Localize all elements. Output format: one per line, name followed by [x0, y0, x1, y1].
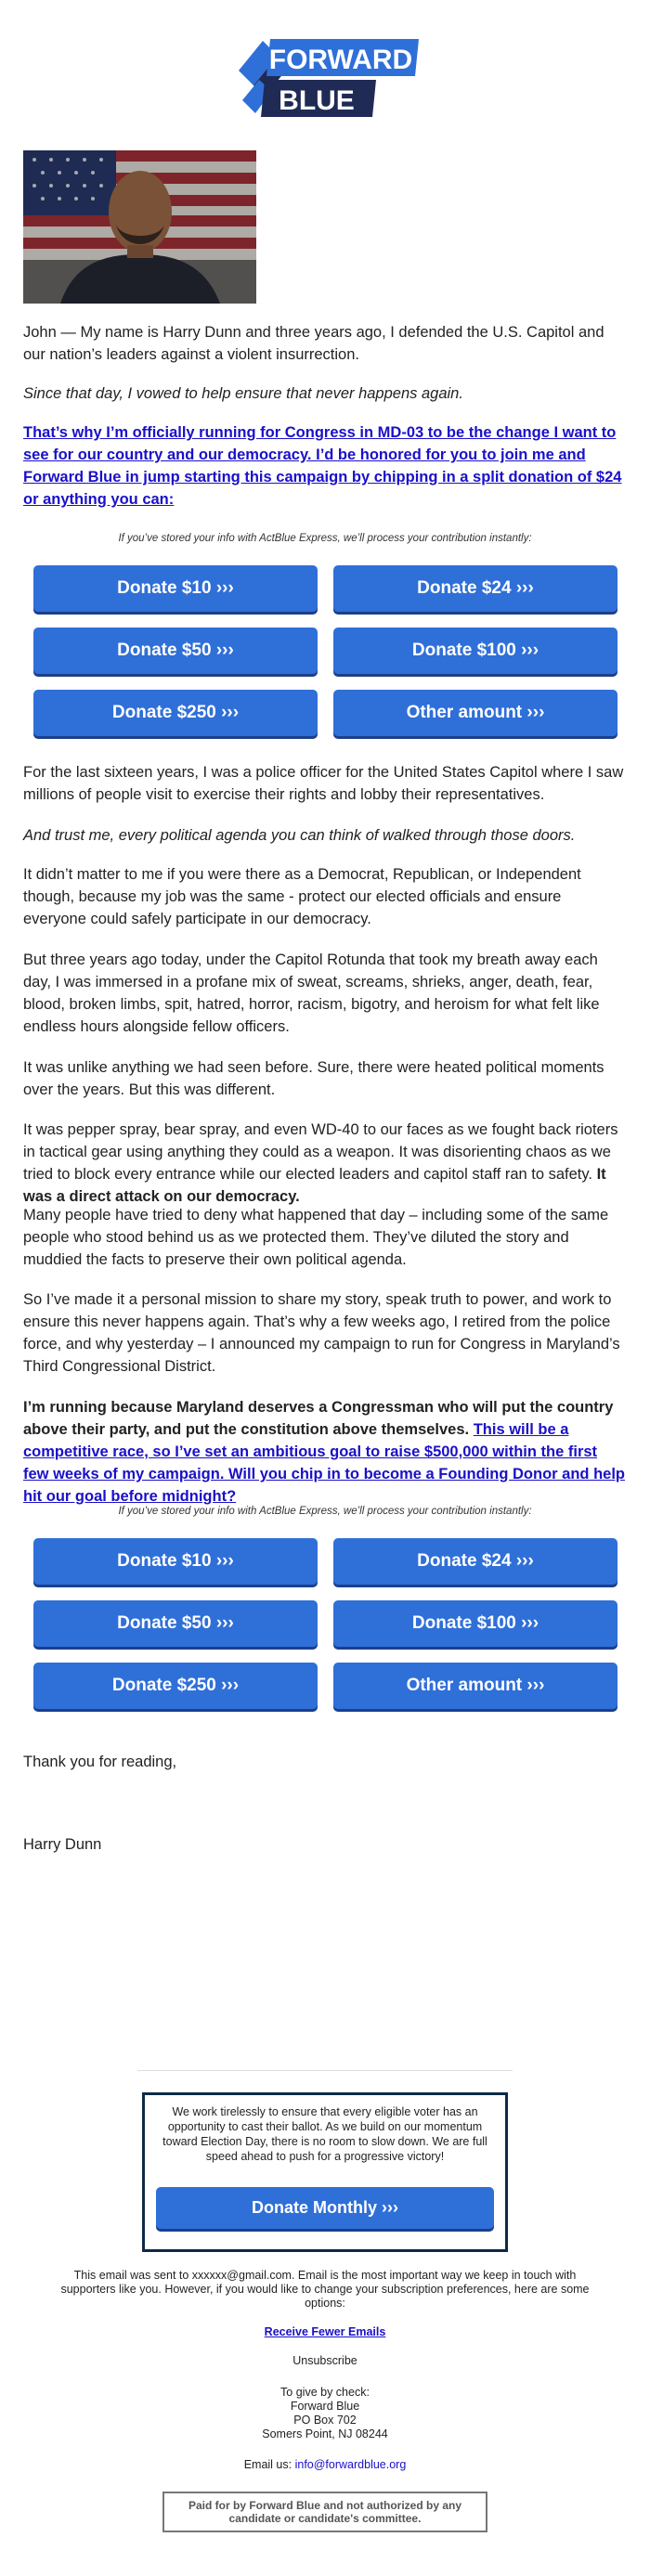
donate-monthly-button[interactable]: Donate Monthly ›››	[156, 2187, 494, 2229]
closing-thanks: Thank you for reading,	[23, 1754, 177, 1770]
intro-donate-link[interactable]: That’s why I’m officially running for Congress in MD-03 to be the change I want to see for our country and our democracy. I’d be honored for you to join me and Forward Blue in jump starting this campaign by chipping in a split donation of $24 or anything you can:	[23, 424, 622, 508]
body-paragraph-7: Many people have tried to deny what happened that day – including some of the same people who stood behind us as we protected them. They’ve diluted the story and muddied the facts to preserve their own political agenda.	[23, 1207, 609, 1268]
email-us-label: Email us:	[243, 2458, 292, 2471]
paid-for-disclaimer: Paid for by Forward Blue and not authorized by any candidate or candidate's committee.	[162, 2492, 488, 2532]
donate-24-button[interactable]: Donate $24 ›››	[333, 565, 618, 612]
receive-fewer-emails-link[interactable]: Receive Fewer Emails	[264, 2325, 386, 2338]
donate-100-button[interactable]: Donate $100 ›››	[333, 628, 618, 674]
actblue-note-2: If you’ve stored your info with ActBlue Express, we’ll process your contribution instantly:	[118, 1506, 532, 1517]
donate-50-button[interactable]: Donate $50 ›››	[33, 628, 318, 674]
body-italic-text: And trust me, every political agenda you can think of walked through those doors.	[23, 827, 576, 844]
body-paragraph-1: For the last sixteen years, I was a police officer for the United States Capitol where I saw millions of people visit to exercise their rights and lobby their representatives.	[23, 764, 624, 803]
harry-dunn-photo	[23, 150, 256, 304]
founding-donor-link[interactable]: This will be a competitive race, so I’ve set an ambitious goal to raise $500,000 within the first few weeks of my campaign. Will you chip in to become a Founding Donor and help hit our goal before midnight?	[23, 1421, 626, 1505]
check-name: Forward Blue	[290, 2400, 360, 2413]
intro-paragraph-3	[23, 421, 627, 511]
closing-signature: Harry Dunn	[23, 1836, 102, 1853]
intro-paragraph-1: John — My name is Harry Dunn and three years ago, I defended the U.S. Capitol and our nation’s leaders against a violent insurrection.	[23, 324, 604, 363]
body-paragraph-8: So I’ve made it a personal mission to share my story, speak truth to power, and work to ensure this never happens again. That’s why a few weeks ago, I retired from the police force, and why yesterday – I announced my campaign to run for Congress in Maryland’s Third Congressional District.	[23, 1291, 620, 1375]
monthly-box-text: We work tirelessly to ensure that every eligible voter has an opportunity to cast their ballot. As we build on our momentum toward Election Day, there is no room to slow down. We are full speed ahead to push for a progressive victory!	[162, 2105, 488, 2163]
logo-line1: FORWARD	[268, 45, 413, 75]
body-paragraph-4: But three years ago today, under the Capitol Rotunda that took my breath away each day, I was immersed in a profane mix of sweat, screams, shrieks, anger, death, fear, blood, broken limbs, spit, hatred, horror, racism, bigotry, and heroism for what felt like endless hours alongside fellow officers.	[23, 951, 600, 1035]
check-po-box: PO Box 702	[293, 2414, 357, 2427]
footer-divider	[137, 2070, 513, 2071]
sent-to-text: This email was sent to xxxxxx@gmail.com. Email is the most important way we keep in touch with supporters like you. However, if you would like to change your subscription preferences, here are some options:	[60, 2269, 590, 2310]
check-city: Somers Point, NJ 08244	[262, 2427, 388, 2440]
donate-other-button[interactable]: Other amount ›››	[333, 690, 618, 736]
fewer-emails-row	[46, 2325, 604, 2339]
check-label: To give by check:	[280, 2386, 370, 2399]
donate-250-button[interactable]: Donate $250 ›››	[33, 690, 318, 736]
body-p9-bold: I’m running because Maryland deserves a Congressman who will put the country above their party, and put the constitution above themselves.	[23, 1399, 614, 1438]
donate-10-button-2[interactable]: Donate $10 ›››	[33, 1538, 318, 1585]
donate-other-button-2[interactable]: Other amount ›››	[333, 1663, 618, 1709]
logo-line2: BLUE	[279, 85, 355, 116]
intro-italic-text: Since that day, I vowed to help ensure that never happens again.	[23, 385, 463, 402]
donate-24-button-2[interactable]: Donate $24 ›››	[333, 1538, 618, 1585]
body-paragraph-9	[23, 1396, 627, 1508]
donate-250-button-2[interactable]: Donate $250 ›››	[33, 1663, 318, 1709]
body-paragraph-2	[23, 824, 627, 847]
actblue-note-1: If you’ve stored your info with ActBlue Express, we’ll process your contribution instantly:	[118, 533, 532, 544]
body-p6-text: It was pepper spray, bear spray, and even WD-40 to our faces as we fought back rioters in tactical gear using anything they could as a weapon. It was disorienting chaos as we tried to block every entrance while our elected leaders and capitol staff ran to safety.	[23, 1121, 618, 1183]
monthly-donate-box	[142, 2092, 508, 2252]
intro-paragraph-2	[23, 382, 627, 405]
unsubscribe-link[interactable]: Unsubscribe	[292, 2354, 358, 2367]
body-paragraph-5: It was unlike anything we had seen before. Sure, there were heated political moments over the years. But this was different.	[23, 1059, 604, 1098]
body-paragraph-3: It didn’t matter to me if you were there as a Democrat, Republican, or Independent though, because my job was the same - protect our elected officials and ensure everyone could safely participate in our democracy.	[23, 866, 581, 927]
logo-icon	[228, 35, 422, 123]
unsubscribe-row	[46, 2354, 604, 2368]
donate-10-button[interactable]: Donate $10 ›››	[33, 565, 318, 612]
forward-blue-logo[interactable]	[228, 35, 422, 123]
email-us-row	[46, 2458, 604, 2472]
email-address-link[interactable]: info@forwardblue.org	[294, 2458, 407, 2471]
body-paragraph-6	[23, 1119, 627, 1208]
body-p6-bold: It was a direct attack on our democracy.	[23, 1166, 606, 1205]
donate-50-button-2[interactable]: Donate $50 ›››	[33, 1600, 318, 1647]
donate-100-button-2[interactable]: Donate $100 ›››	[333, 1600, 618, 1647]
